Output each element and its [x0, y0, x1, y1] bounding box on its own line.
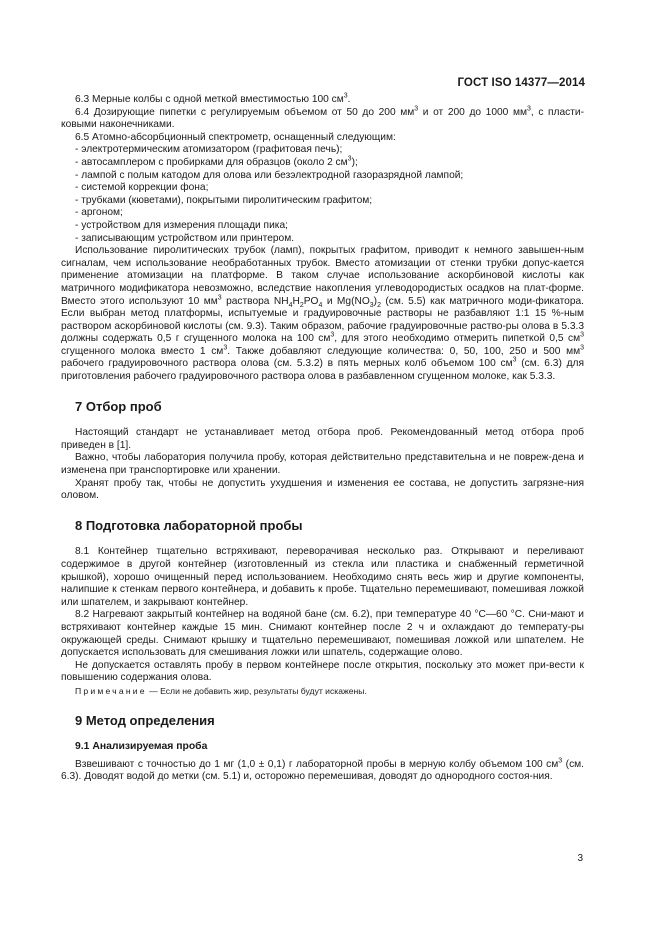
- list-item: - лампой с полым катодом для олова или безэлектродной газоразрядной лампой;: [75, 169, 464, 181]
- list-item: - устройством для измерения площади пика;: [75, 219, 288, 231]
- list-item: - электротермическим атомизатором (графитовая печь);: [75, 144, 343, 156]
- paragraph-8-2: 8.2 Нагревают закрытый контейнер на водяной бане (см. 6.2), при температуре 40 °С—60 °С. Сни-мают и встряхивают контейнер каждые 15 мин. Снимают контейнер после 2 ч и охлаждают до температу-ры окружающей среды. Снимают крышку и тщательно перемешивают, помешивая ложкой или шпателем. Не допускается использовать для смешивания ложки или шпатель, содержащие олово.: [61, 609, 584, 659]
- list-item: - аргоном;: [75, 207, 123, 219]
- section-7-heading: 7 Отбор проб: [75, 398, 162, 414]
- list-item: - записывающим устройством или принтером.: [75, 232, 295, 244]
- page-number: 3: [577, 853, 583, 864]
- section-7-paragraph: Важно, чтобы лаборатория получила пробу, которая действительно представительна и не повреж-дена и изменена при транспортировке или хранении.: [61, 452, 584, 477]
- note: Примечание — Если не добавить жир, результаты будут искажены.: [75, 685, 367, 696]
- paragraph-6-4: 6.4 Дозирующие пипетки с регулируемым объемом от 50 до 200 $мм^3$ и от 200 до 1000 $мм^3$, с пласти-ковыми наконечниками.: [61, 105, 585, 131]
- section-8-paragraph: Не допускается оставлять пробу в первом контейнере после открытия, поскольку это может при-вести к повышению содержания олова.: [61, 659, 584, 684]
- standard-header: ГОСТ ISO 14377—2014: [457, 77, 585, 89]
- list-item: - трубками (кюветами), покрытыми пиролитическим графитом;: [75, 194, 373, 206]
- section-7-paragraph: Настоящий стандарт не устанавливает метод отбора проб. Рекомендованный метод отбора проб приведен в [1].: [61, 427, 584, 451]
- paragraph-pyrolytic-tubes: Использование пиролитических трубок (ламп), покрытых графитом, приводит к немного завышен-ным сигналам, чем использование необработанных трубок. Вместо атомизации от стенки трубки допус-кается применение атомизации на платформе. В таком случае использование аскорбиновой кислоты как матричного модификатора невозможно, вследствие накопления углеводородистых осадков на плат-форме. Вместо этого используют 10 $мм^3$ раствора $NH_4H_2PO_4$ и $Mg(NO_3)_2$ (см. 5.5) как матричного моди-фикатора. Если выбран метод платформы, испытуемые и градуировочные растворы не разбавляют 1:1 15 %-ным раствором аскорбиновой кислоты (см. 9.3). Таким образом, рабочие градуировочные раство-ры олова в 5.3.3 должны содержать 0,5 г сгущенного молока на 100 $см^3$, для этого необходимо отмерить пипеткой 0,5 $см^3$ сгущенного молока вместо 1 $см^3$. Также добавляют следующие количества: 0, 50, 100, 250 и 500 $мм^3$ рабочего градуировочного раствора олова (см. 5.3.2) в пять мерных колб объемом 100 $см^3$ (см. 6.3) для приготовления рабочего градуировочного раствора олова в разбавленном сгущенном молоке, как 5.3.3.: [61, 245, 585, 383]
- paragraph-6-5: 6.5 Атомно-абсорбционный спектрометр, оснащенный следующим:: [75, 131, 396, 143]
- note-lead: Примечание: [75, 685, 147, 696]
- paragraph-8-1: 8.1 Контейнер тщательно встряхивают, переворачивая несколько раз. Открывают и переливают содержимое в другой контейнер (изготовленный из стекла или пластика и снабженный герметичной крышкой), хорошо очищенный перед использованием. Необходимо снять весь жир и другие компоненты, налипшие к стенкам первого контейнера, и добавить к пробе. Тщательно перемешивают, помешивая ложкой или шпателем, и закрывают контейнер.: [61, 546, 584, 608]
- list-item: - системой коррекции фона;: [75, 182, 209, 194]
- paragraph-6-3: 6.3 Мерные колбы с одной меткой вместимостью 100 $см^3$.: [75, 92, 351, 105]
- section-7-paragraph: Хранят пробу так, чтобы не допустить ухудшения и изменения ее состава, не допустить загрязне-ния оловом.: [61, 477, 584, 502]
- subsection-9-1-heading: 9.1 Анализируемая проба: [75, 741, 208, 753]
- page-content: [61, 94, 584, 784]
- section-8-heading: 8 Подготовка лабораторной пробы: [75, 517, 303, 533]
- paragraph-9-1: Взвешивают с точностью до 1 мг (1,0 ± 0,1) г лабораторной пробы в мерную колбу объемом 100 $см^3$ (см. 6.3). Доводят водой до метки (см. 5.1) и, осторожно перемешивая, доводят до однородного состоя-ния.: [61, 757, 584, 783]
- list-item: - автосамплером с пробирками для образцов (около 2 $см^3$);: [75, 155, 358, 168]
- section-9-heading: 9 Метод определения: [75, 712, 215, 728]
